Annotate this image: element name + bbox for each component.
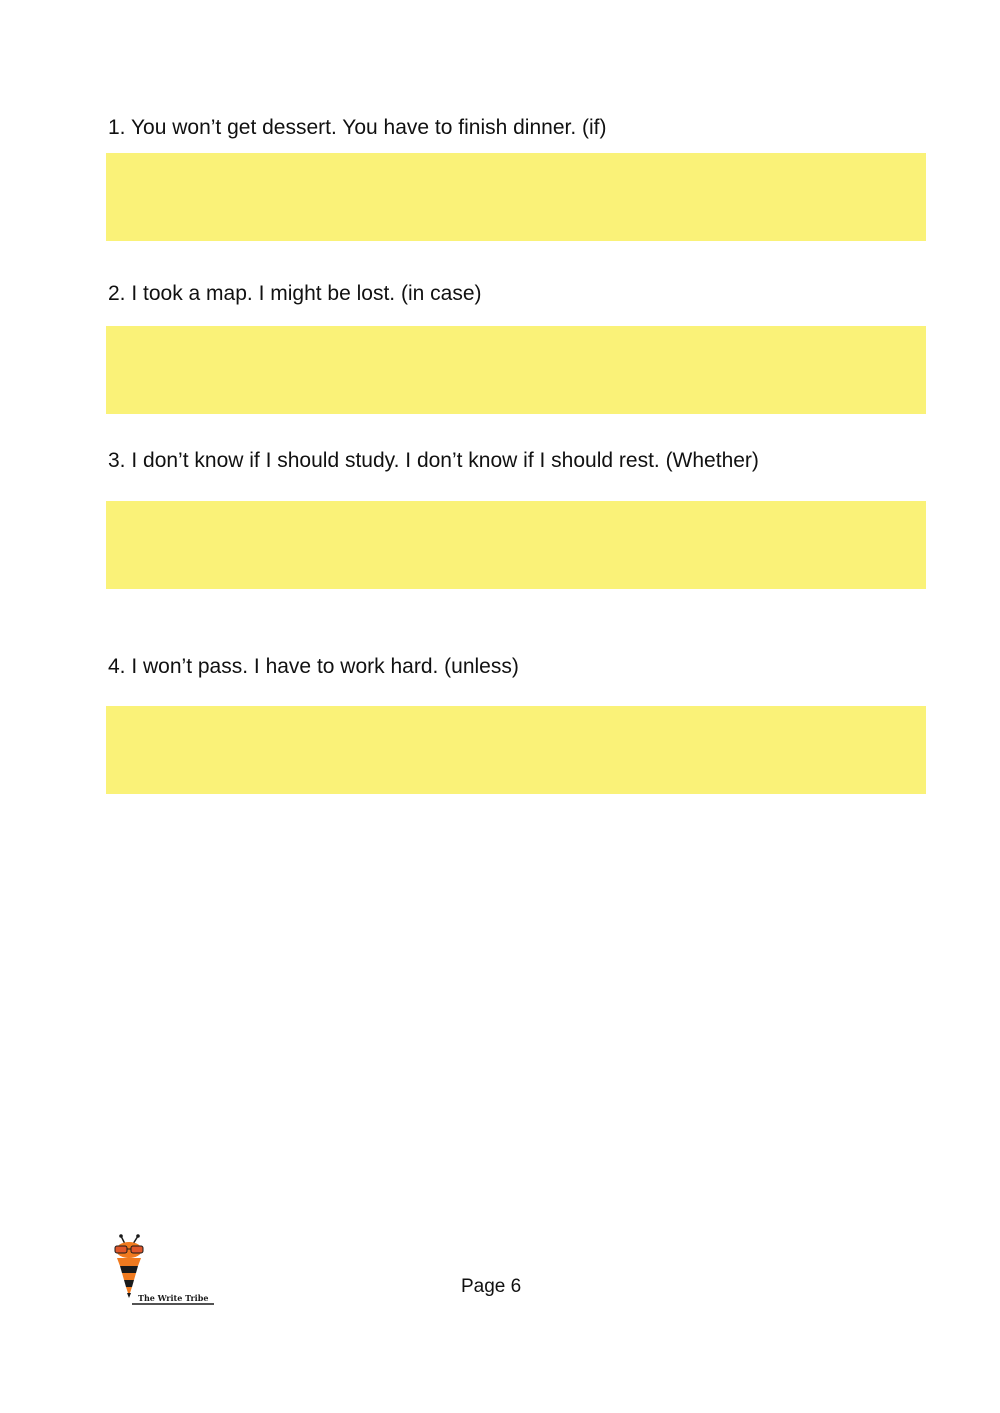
question-3-prompt: 3. I don’t know if I should study. I don’t know if I should rest. (Whether) [108, 449, 759, 472]
question-4-prompt: 4. I won’t pass. I have to work hard. (unless) [108, 655, 519, 678]
logo-text: The Write Tribe [138, 1293, 209, 1303]
page-number: Page 6 [461, 1276, 522, 1297]
bee-logo-icon [110, 1234, 220, 1309]
question-4-answer-field[interactable] [106, 706, 926, 794]
question-1-prompt: 1. You won’t get dessert. You have to finish dinner. (if) [108, 116, 607, 139]
question-3-answer-field[interactable] [106, 501, 926, 589]
question-1-answer-field[interactable] [106, 153, 926, 241]
write-tribe-logo [110, 1234, 220, 1309]
question-2-answer-field[interactable] [106, 326, 926, 414]
question-2-prompt: 2. I took a map. I might be lost. (in case) [108, 282, 482, 305]
